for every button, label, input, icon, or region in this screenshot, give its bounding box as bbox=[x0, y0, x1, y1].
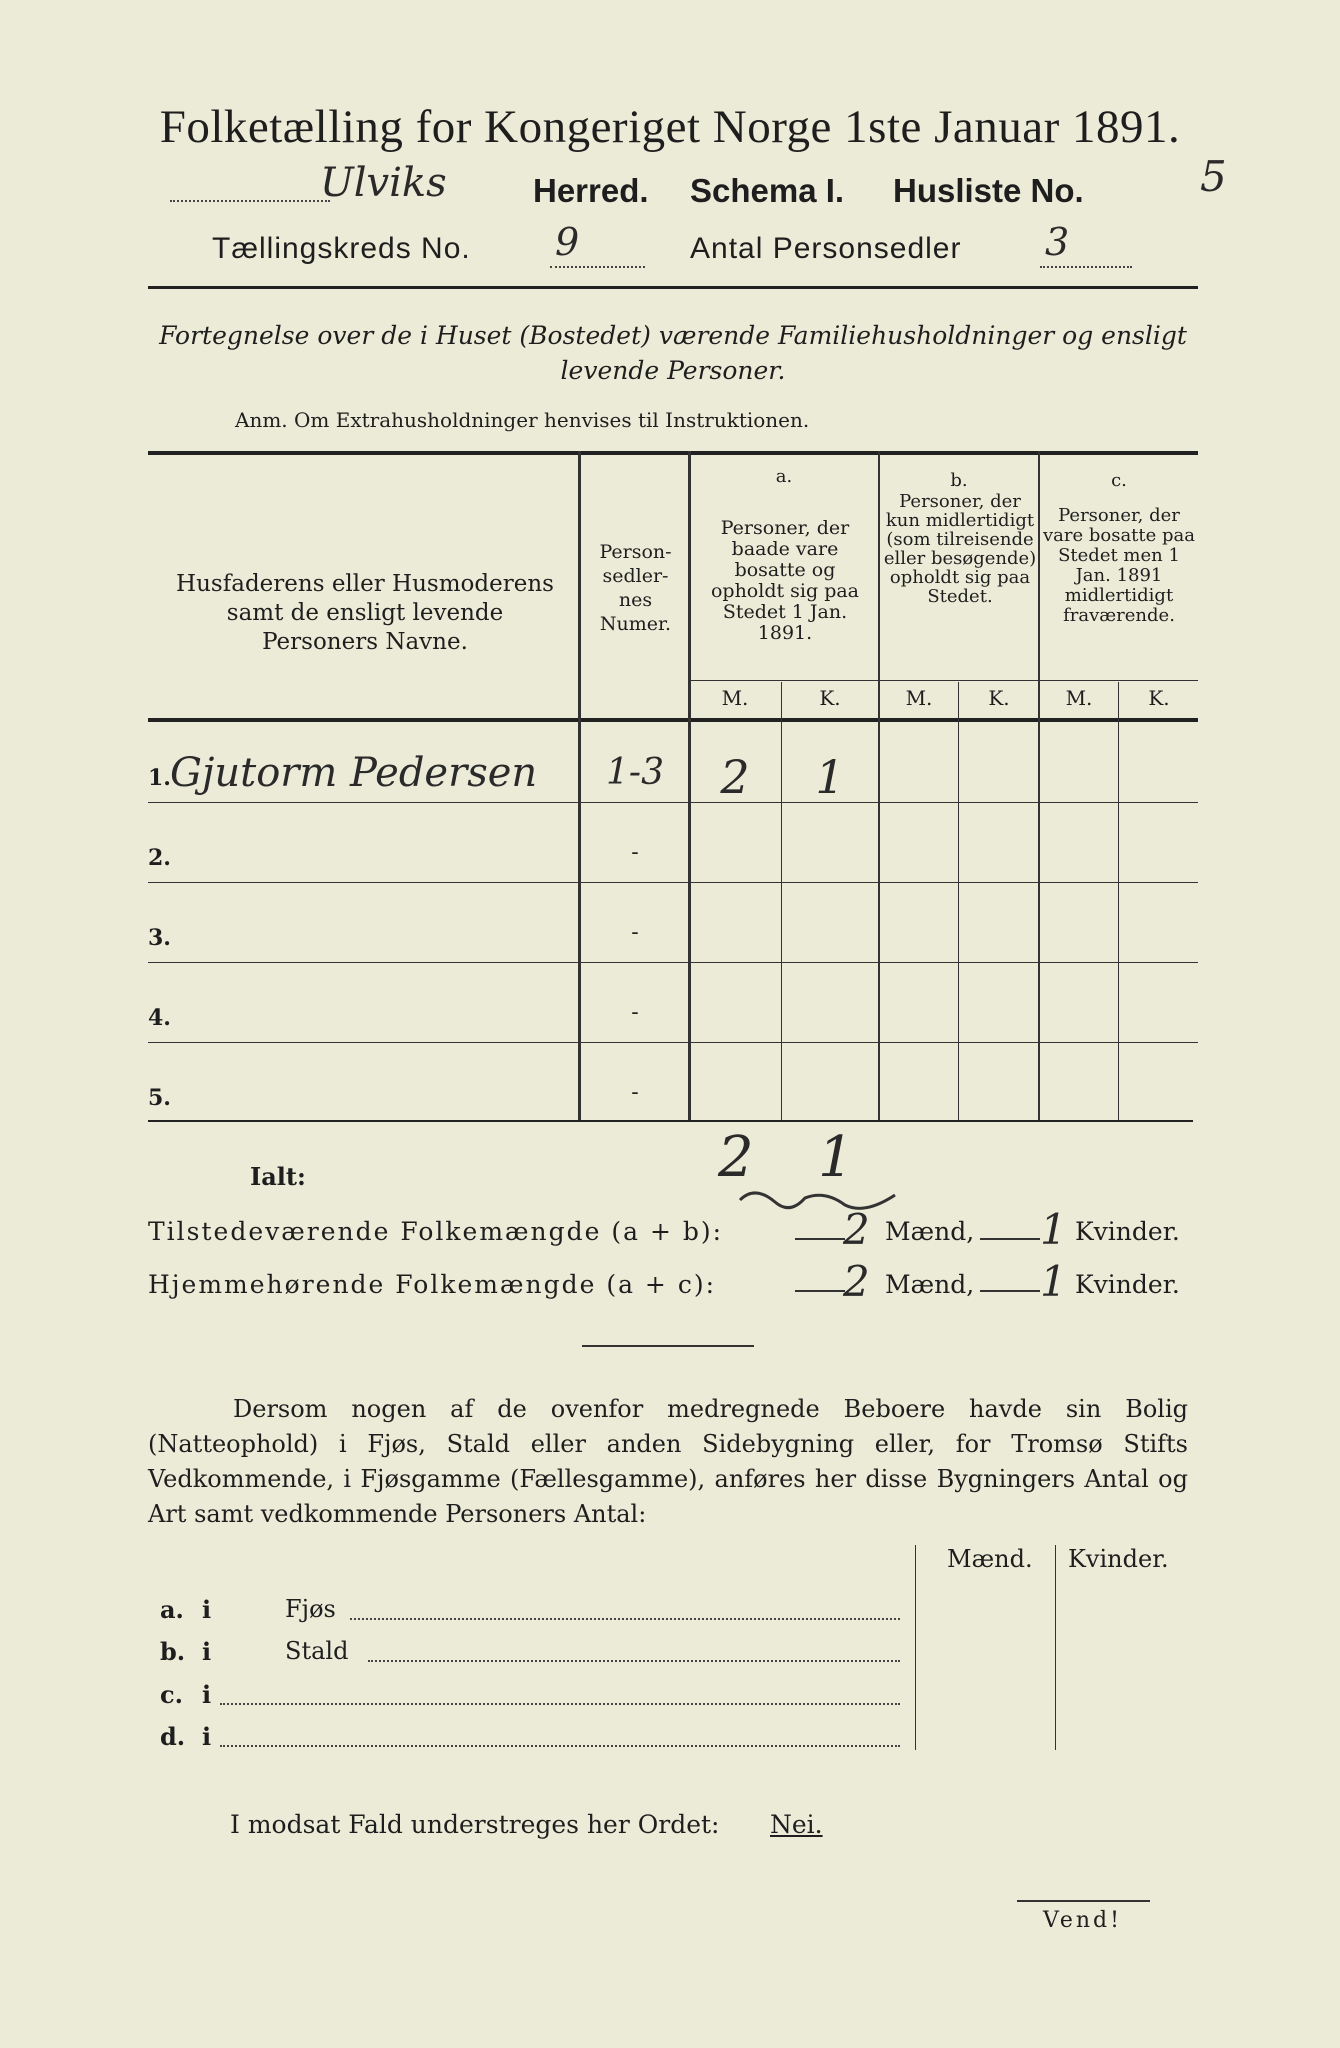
vline-b-mk bbox=[958, 682, 959, 1120]
row-line-4 bbox=[148, 1042, 1198, 1043]
tilstede-kvinder-label: Kvinder. bbox=[1075, 1217, 1180, 1246]
row-4-num: 4. bbox=[148, 1005, 171, 1031]
hjemme-m: 2 bbox=[843, 1257, 870, 1306]
personsedler-label: Antal Personsedler bbox=[690, 232, 962, 265]
hjemme-k-line bbox=[980, 1290, 1040, 1292]
table-header-bottom-rule bbox=[148, 718, 1198, 722]
bottom-vline-2 bbox=[1055, 1545, 1056, 1750]
ialt-label: Ialt: bbox=[250, 1162, 306, 1191]
personsedler-value: 3 bbox=[1045, 220, 1070, 264]
col-numer-header: Person-sedler-nes Numer. bbox=[599, 541, 672, 635]
row-3-num: 3. bbox=[148, 925, 171, 951]
bolig-paragraph: Dersom nogen af de ovenfor medregnede Beboere havde sin Bolig (Natteophold) i Fjøs, Stald eller anden Sidebygning eller, for Tromsø Stifts Vedkommende, i Fjøsgamme (Fællesgamme), anføres her disse Bygningers Antal og Art samt vedkommende Personers Antal: bbox=[148, 1395, 1188, 1528]
item-a-i: i bbox=[202, 1595, 212, 1624]
ialt-m: 2 bbox=[718, 1125, 754, 1190]
hjemme-label: Hjemmehørende Folkemængde (a + c): bbox=[148, 1270, 716, 1299]
kreds-value: 9 bbox=[555, 220, 580, 264]
table-bottom-rule bbox=[148, 1120, 1193, 1122]
tilstede-k-line bbox=[980, 1238, 1040, 1240]
vend-text: Vend! bbox=[1043, 1908, 1122, 1933]
header-rule bbox=[148, 286, 1198, 289]
item-a-letter: a. bbox=[160, 1595, 184, 1624]
row-1-name: Gjutorm Pedersen bbox=[170, 750, 538, 796]
row-5-numer: - bbox=[631, 1080, 639, 1105]
row-5-num: 5. bbox=[148, 1085, 171, 1111]
item-a-dots bbox=[350, 1618, 900, 1620]
table-top-rule bbox=[148, 451, 1198, 455]
col-c-header: Personer, der vare bosatte paa Stedet men 1 Jan. 1891 midlertidigt fraværende. bbox=[1042, 505, 1196, 626]
form-title: Folketælling for Kongeriget Norge 1ste Januar 1891. bbox=[159, 101, 1181, 153]
vline-b bbox=[1038, 451, 1040, 1120]
herred-dotted-line bbox=[170, 200, 330, 202]
tilstede-label: Tilstedeværende Folkemængde (a + b): bbox=[148, 1217, 724, 1246]
vline-a-mk bbox=[781, 682, 782, 1120]
row-2-num: 2. bbox=[148, 845, 171, 871]
bottom-vline-1 bbox=[915, 1545, 916, 1750]
vline-c-mk bbox=[1118, 682, 1119, 1120]
item-b-label: Stald bbox=[285, 1637, 349, 1665]
row-line-1 bbox=[148, 802, 1198, 803]
item-d-letter: d. bbox=[160, 1722, 186, 1751]
hjemme-maend-label: Mænd, bbox=[885, 1270, 975, 1299]
separator-line bbox=[582, 1345, 754, 1347]
schema-label: Schema I. bbox=[690, 172, 845, 209]
row-4-numer: - bbox=[631, 1000, 639, 1025]
col-names-header: Husfaderens eller Husmoderens samt de ensligt levende Personers Navne. bbox=[176, 571, 554, 655]
vline-names bbox=[578, 451, 581, 1120]
c-k-label: K. bbox=[1148, 686, 1170, 710]
col-c-letter: c. bbox=[1111, 470, 1127, 491]
a-m-label: M. bbox=[721, 686, 749, 710]
row-1-numer: 1-3 bbox=[606, 752, 664, 793]
vline-a bbox=[878, 451, 880, 1120]
herred-value: Ulviks bbox=[320, 160, 447, 206]
item-d-dots bbox=[220, 1745, 900, 1747]
hjemme-m-line bbox=[795, 1290, 845, 1292]
b-k-label: K. bbox=[988, 686, 1010, 710]
col-b-letter: b. bbox=[950, 470, 968, 491]
modsat-text: I modsat Fald understreges her Ordet: bbox=[230, 1810, 720, 1839]
husliste-label: Husliste No. bbox=[893, 172, 1084, 209]
item-c-dots bbox=[220, 1703, 900, 1705]
row-1-a-m: 2 bbox=[720, 750, 750, 804]
kreds-dotted-line bbox=[550, 266, 645, 268]
kreds-label: Tællingskreds No. bbox=[212, 232, 471, 265]
row-line-3 bbox=[148, 962, 1198, 963]
tilstede-m: 2 bbox=[843, 1205, 870, 1254]
a-k-label: K. bbox=[819, 686, 841, 710]
herred-label: Herred. bbox=[533, 172, 649, 209]
hjemme-kvinder-label: Kvinder. bbox=[1075, 1270, 1180, 1299]
nei-word: Nei. bbox=[770, 1810, 823, 1839]
personsedler-dotted-line bbox=[1040, 266, 1132, 268]
col-a-letter: a. bbox=[775, 466, 793, 487]
ialt-k: 1 bbox=[818, 1125, 854, 1190]
item-b-letter: b. bbox=[160, 1637, 186, 1666]
maend-col-header: Mænd. bbox=[947, 1545, 1033, 1573]
tilstede-m-line bbox=[795, 1238, 845, 1240]
col-a-header: Personer, der baade vare bosatte og opholdt sig paa Stedet 1 Jan. 1891. bbox=[710, 517, 860, 644]
item-a-label: Fjøs bbox=[285, 1595, 336, 1623]
vend-rule bbox=[1017, 1900, 1150, 1902]
kvinder-col-header: Kvinder. bbox=[1068, 1545, 1169, 1573]
row-2-numer: - bbox=[631, 840, 639, 865]
ialt-underline-scrawl bbox=[735, 1180, 905, 1220]
mk-header-line bbox=[690, 680, 1198, 681]
item-d-i: i bbox=[202, 1722, 212, 1751]
item-c-i: i bbox=[202, 1680, 212, 1709]
row-1-num: 1. bbox=[148, 765, 171, 791]
item-b-i: i bbox=[202, 1637, 212, 1666]
col-b-header: Personer, der kun midlertidigt (som tilreisende eller besøgende) opholdt sig paa Stedet. bbox=[883, 491, 1037, 607]
b-m-label: M. bbox=[905, 686, 933, 710]
c-m-label: M. bbox=[1065, 686, 1093, 710]
row-1-a-k: 1 bbox=[815, 750, 845, 804]
item-b-dots bbox=[368, 1660, 900, 1662]
hjemme-k: 1 bbox=[1040, 1257, 1067, 1306]
row-line-2 bbox=[148, 882, 1198, 883]
tilstede-maend-label: Mænd, bbox=[885, 1217, 975, 1246]
fortegnelse-text: Fortegnelse over de i Huset (Bostedet) værende Familiehusholdninger og ensligt levende Personer. bbox=[159, 321, 1187, 385]
item-c-letter: c. bbox=[160, 1680, 183, 1709]
row-3-numer: - bbox=[631, 920, 639, 945]
tilstede-k: 1 bbox=[1040, 1205, 1067, 1254]
anm-text: Anm. Om Extrahusholdninger henvises til Instruktionen. bbox=[235, 408, 810, 432]
husliste-value: 5 bbox=[1200, 152, 1227, 201]
